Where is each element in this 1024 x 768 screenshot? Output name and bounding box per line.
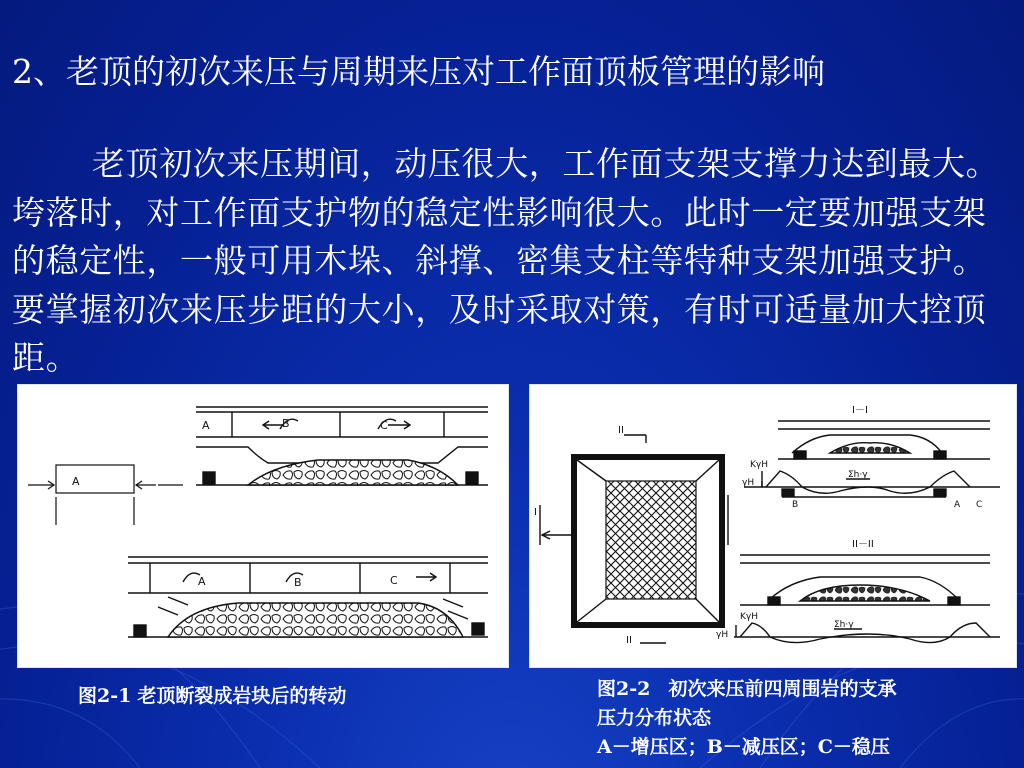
section-2-yh: γH <box>716 630 729 640</box>
lower-label-a: A <box>198 575 206 588</box>
figure-2-1-caption <box>78 682 498 711</box>
section-2-label: II－II <box>852 539 874 550</box>
upper-section <box>196 407 488 485</box>
section-1-label-b: B <box>792 500 799 510</box>
upper-label-c: C <box>380 419 388 432</box>
plan-label-ii-top: II <box>618 425 624 436</box>
plan-view <box>540 435 728 643</box>
figure-2-2-panel <box>529 384 1017 668</box>
section-1-label-c: C <box>976 500 983 510</box>
small-block-a <box>28 465 183 525</box>
section-1-kyh: KγH <box>750 460 768 470</box>
figure-2-1-caption-label: 图2-1 <box>78 685 132 707</box>
section-1-label-a: A <box>954 500 961 510</box>
plan-label-ii-bottom: II <box>626 635 632 646</box>
plan-label-i-right: I <box>722 499 725 510</box>
figure-2-2-diagram <box>530 385 1016 667</box>
lower-label-b: B <box>294 576 302 589</box>
section-1-label: I－I <box>852 405 868 416</box>
figure-2-1-diagram <box>18 385 508 667</box>
upper-label-b: B <box>282 417 290 430</box>
section-1-sum: Σh·γ <box>848 470 868 480</box>
section-1-yh: γH <box>742 478 755 488</box>
section-2 <box>734 555 1000 643</box>
section-2-kyh: KγH <box>740 612 758 622</box>
figure-2-2-caption-line3: A－增压区；B－减压区；C－稳压 <box>597 736 890 758</box>
figure-2-1-caption-text: 老顶断裂成岩块后的转动 <box>137 685 347 707</box>
lower-label-c: C <box>390 574 398 587</box>
lower-section <box>128 557 488 637</box>
paragraph-text: 老顶初次来压期间，动压很大，工作面支架支撑力达到最大。垮落时，对工作面支护物的稳定性影响很大。此时一定要加强支架的稳定性，一般可用木垛、斜撑、密集支柱等特种支架加强支护。要掌握初次来压步距的大小，及时采取对策，有时可适量加大控顶距。 <box>12 144 1000 377</box>
figure-2-2-caption <box>597 675 1007 762</box>
body-paragraph <box>12 140 1018 383</box>
section-1 <box>744 421 1000 497</box>
figure-2-2-caption-line2: 压力分布状态 <box>597 707 712 729</box>
upper-label-a: A <box>202 419 210 432</box>
small-block-label: A <box>72 475 80 488</box>
section-2-sum: Σh·γ <box>834 620 854 630</box>
plan-label-i-left: I <box>534 507 537 518</box>
figure-2-2-caption-text: 初次来压前四周围岩的支承 <box>668 678 897 700</box>
figure-2-1-panel <box>17 384 509 668</box>
figure-2-2-caption-label: 图2-2 <box>597 678 651 700</box>
slide-title: 2、老顶的初次来压与周期来压对工作面顶板管理的影响 <box>12 52 825 91</box>
